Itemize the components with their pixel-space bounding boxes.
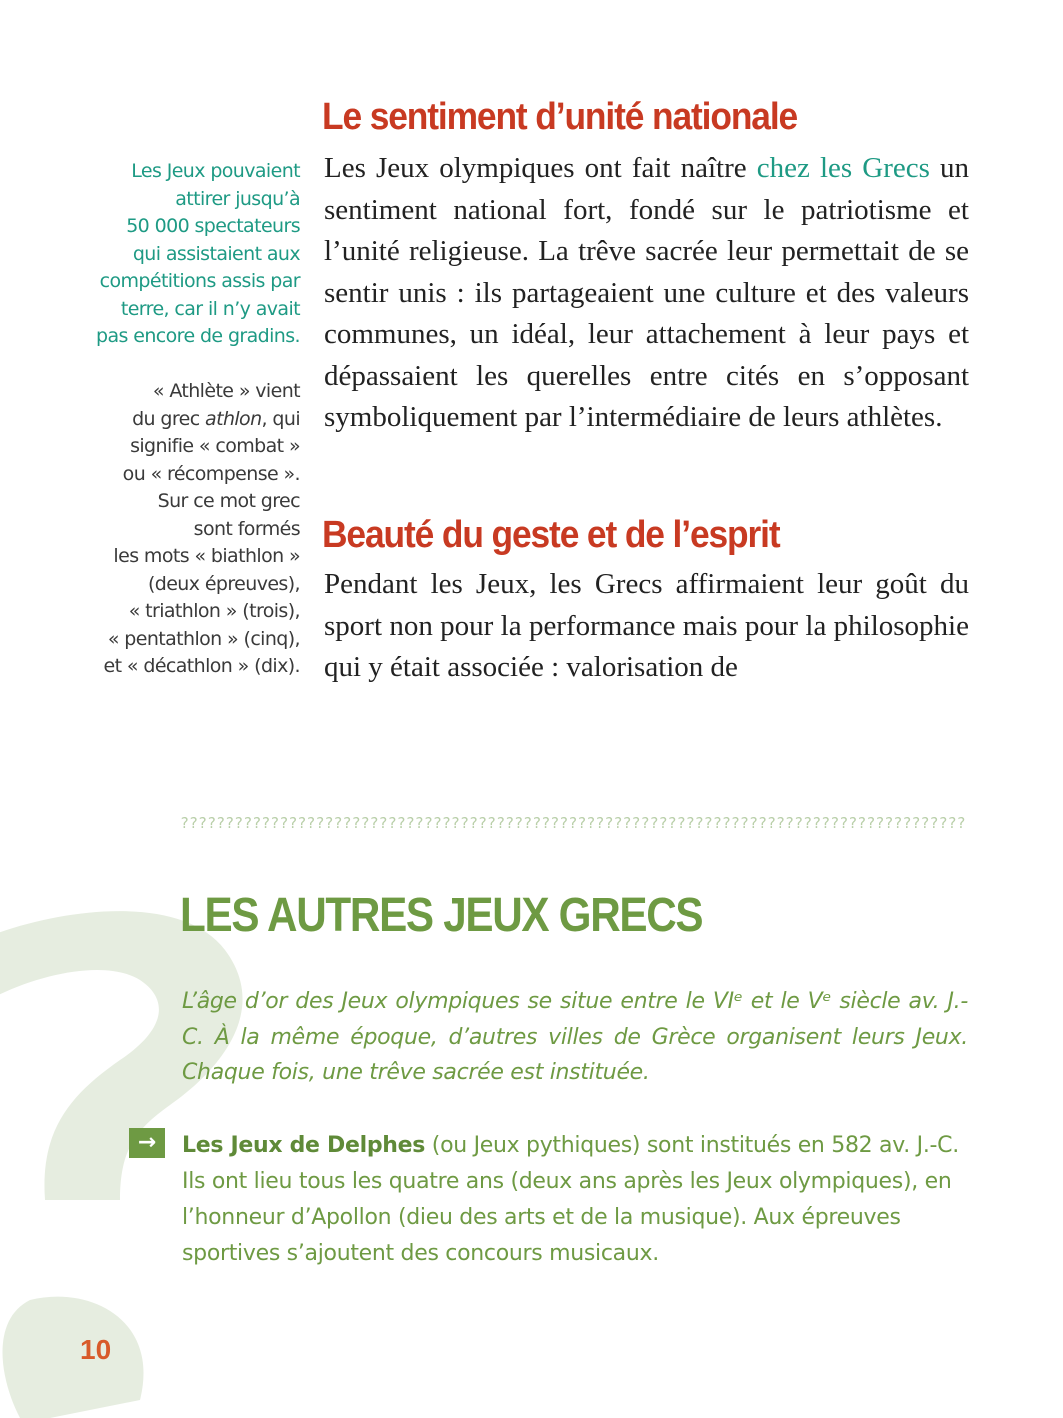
list-item-text: (ou Jeux pythiques) sont institués en 582 av. J.-C. Ils ont lieu tous les quatre ans (deux ans après les Jeux olympiques), en l’honneur d’Apollon (dieu des arts et de la musique). Aux épreuves sportives s’ajoutent des concours musicaux. <box>182 1133 959 1266</box>
section-heading-national-unity: Le sentiment d’unité nationale <box>322 96 798 138</box>
side-note-line: les mots « biathlon » <box>113 545 300 567</box>
list-item-title: Les Jeux de Delphes <box>182 1133 426 1158</box>
side-note-line: compétitions assis par <box>99 270 300 292</box>
side-note-italic-word: athlon <box>205 407 262 430</box>
side-note-line: signifie « combat » <box>130 435 300 457</box>
side-note-line: Les Jeux pouvaient <box>131 160 300 182</box>
side-note-line: ou « récompense ». <box>122 462 300 485</box>
side-note-line <box>70 406 300 434</box>
section-intro-other-games: L’âge d’or des Jeux olympiques se situe entre le VIᵉ et le Vᵉ siècle av. J.-C. À la même époque, d’autres villes de Grèce organisent leurs Jeux. Chaque fois, une trêve sacrée est instituée. <box>182 989 968 1085</box>
side-note-line: Sur ce mot grec <box>157 490 300 512</box>
side-note-line: attirer jusqu’à <box>175 187 300 210</box>
side-note-line: qui assistaient aux <box>132 242 300 265</box>
list-item-delphes <box>182 1128 968 1272</box>
page-number: 10 <box>80 1334 112 1365</box>
side-note-line: terre, car il n’y avait <box>120 297 300 320</box>
section-body-national-unity <box>324 148 969 439</box>
side-note-line: « Athlète » vient <box>152 380 300 402</box>
body-text: Les Jeux olympiques ont fait naître <box>324 152 757 184</box>
section-heading-beauty: Beauté du geste et de l’esprit <box>322 514 780 556</box>
side-note-text: , qui <box>261 407 300 430</box>
side-note-line: (deux épreuves), <box>147 572 300 595</box>
side-note-line: 50 000 spectateurs <box>126 215 300 237</box>
side-note-line: « triathlon » (trois), <box>128 600 300 622</box>
section-body-beauty: Pendant les Jeux, les Grecs affirmaient leur goût du sport non pour la performance mais pour la philosophie qui y était associée : valorisation de <box>324 568 969 683</box>
side-note-text: du grec <box>132 407 206 430</box>
side-note-line: et « décathlon » (dix). <box>103 655 300 677</box>
arrow-right-icon: → <box>129 1128 165 1158</box>
side-note-line: pas encore de gradins. <box>96 325 300 347</box>
side-note-athlete-etymology <box>70 378 300 681</box>
body-text: un sentiment national fort, fondé sur le patriotisme et l’unité religieuse. La trêve sacrée leur permettait de se sentir unis : ils partageaient une culture et des valeurs communes, un idéal, leur attachement à leur pays et dépassaient les querelles entre cités en s’opposant symboliquement par l’intermédiaire de leurs athlètes. <box>324 152 969 433</box>
side-note-line: sont formés <box>193 517 300 540</box>
side-note-spectators <box>70 158 300 351</box>
highlighted-phrase: chez les Grecs <box>756 152 930 184</box>
section-title-other-games: LES AUTRES JEUX GRECS <box>180 889 703 942</box>
dotted-divider: ??????????????????????????????????????????????????????????????????????????????????????? <box>180 814 966 832</box>
side-note-line: « pentathlon » (cinq), <box>107 627 300 650</box>
